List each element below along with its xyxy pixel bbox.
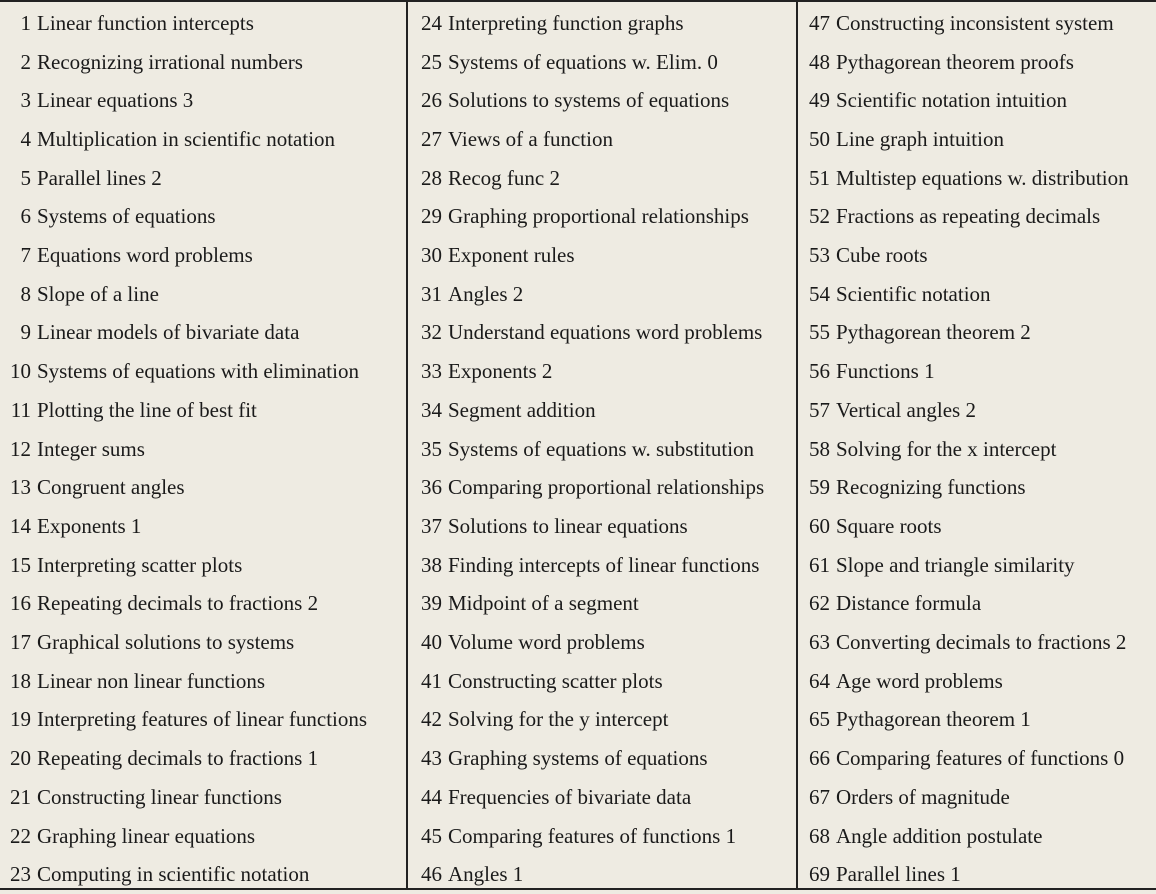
table-row xyxy=(408,81,796,120)
table-row xyxy=(798,236,1156,275)
table-row xyxy=(798,739,1156,778)
skill-name: Angles 1 xyxy=(448,862,524,887)
row-number: 22 xyxy=(10,823,31,848)
row-number: 66 xyxy=(809,746,830,771)
table-row xyxy=(798,778,1156,817)
table-row xyxy=(0,507,406,546)
row-number: 13 xyxy=(10,475,31,500)
row-number: 31 xyxy=(421,281,442,306)
row-number: 41 xyxy=(421,668,442,693)
row-number: 48 xyxy=(809,49,830,74)
table-row xyxy=(408,623,796,662)
table-row xyxy=(408,430,796,469)
skill-name: Linear equations 3 xyxy=(37,88,194,113)
row-number: 33 xyxy=(421,359,442,384)
skill-name: Integer sums xyxy=(37,436,145,461)
skill-name: Slope of a line xyxy=(37,281,159,306)
skill-name: Graphical solutions to systems xyxy=(37,630,295,655)
skill-name: Pythagorean theorem 1 xyxy=(836,707,1031,732)
table-row xyxy=(408,120,796,159)
row-number: 53 xyxy=(809,243,830,268)
skill-name: Angles 2 xyxy=(448,281,524,306)
skill-name: Graphing linear equations xyxy=(37,823,256,848)
skill-name: Comparing features of functions 0 xyxy=(836,746,1125,771)
skill-name: Graphing systems of equations xyxy=(448,746,708,771)
row-number: 15 xyxy=(10,552,31,577)
skill-name: Exponents 1 xyxy=(37,513,142,538)
skill-name: Linear non linear functions xyxy=(37,668,266,693)
row-number: 43 xyxy=(421,746,442,771)
skill-name: Plotting the line of best fit xyxy=(37,397,257,422)
row-number: 1 xyxy=(20,10,31,35)
row-number: 38 xyxy=(421,552,442,577)
skill-name: Views of a function xyxy=(448,126,613,151)
table-column-3 xyxy=(796,2,1156,888)
skill-name: Exponents 2 xyxy=(448,359,553,384)
skill-name: Interpreting scatter plots xyxy=(37,552,243,577)
skill-name: Comparing features of functions 1 xyxy=(448,823,737,848)
row-number: 65 xyxy=(809,707,830,732)
table-row xyxy=(798,314,1156,353)
row-number: 37 xyxy=(421,513,442,538)
row-number: 69 xyxy=(809,862,830,887)
table-row xyxy=(798,352,1156,391)
table-row xyxy=(798,662,1156,701)
table-row xyxy=(798,120,1156,159)
row-number: 39 xyxy=(421,591,442,616)
row-number: 44 xyxy=(421,784,442,809)
row-number: 19 xyxy=(10,707,31,732)
table-row xyxy=(408,314,796,353)
skill-name: Linear models of bivariate data xyxy=(37,320,300,345)
row-number: 8 xyxy=(20,281,31,306)
row-number: 9 xyxy=(20,320,31,345)
table-row xyxy=(0,817,406,856)
skill-name: Parallel lines 1 xyxy=(836,862,961,887)
skill-name: Repeating decimals to fractions 1 xyxy=(37,746,319,771)
skill-name: Solving for the x intercept xyxy=(836,436,1057,461)
skill-name: Pythagorean theorem proofs xyxy=(836,49,1074,74)
skill-name: Parallel lines 2 xyxy=(37,165,162,190)
table-row xyxy=(798,81,1156,120)
row-number: 18 xyxy=(10,668,31,693)
table-row xyxy=(408,198,796,237)
skill-name: Line graph intuition xyxy=(836,126,1004,151)
skill-name: Midpoint of a segment xyxy=(448,591,639,616)
table-row xyxy=(408,159,796,198)
table-row xyxy=(798,701,1156,740)
table-row xyxy=(408,739,796,778)
table-row xyxy=(408,855,796,894)
table-row xyxy=(798,468,1156,507)
table-row xyxy=(0,623,406,662)
table-row xyxy=(798,546,1156,585)
table-row xyxy=(798,507,1156,546)
row-number: 42 xyxy=(421,707,442,732)
skill-name: Recognizing functions xyxy=(836,475,1026,500)
skill-name: Congruent angles xyxy=(37,475,185,500)
skill-name: Scientific notation intuition xyxy=(836,88,1067,113)
table-row xyxy=(798,585,1156,624)
table-row xyxy=(798,855,1156,894)
table-row xyxy=(0,275,406,314)
row-number: 51 xyxy=(809,165,830,190)
skill-name: Distance formula xyxy=(836,591,982,616)
table-row xyxy=(0,159,406,198)
row-number: 6 xyxy=(20,204,31,229)
skill-name: Vertical angles 2 xyxy=(836,397,976,422)
row-number: 68 xyxy=(809,823,830,848)
table-row xyxy=(0,391,406,430)
row-number: 10 xyxy=(10,359,31,384)
skill-name: Age word problems xyxy=(836,668,1003,693)
skill-name: Finding intercepts of linear functions xyxy=(448,552,760,577)
table-row xyxy=(0,701,406,740)
table-row xyxy=(408,662,796,701)
skill-name: Slope and triangle similarity xyxy=(836,552,1075,577)
row-number: 58 xyxy=(809,436,830,461)
table-row xyxy=(0,662,406,701)
skill-name: Orders of magnitude xyxy=(836,784,1010,809)
row-number: 40 xyxy=(421,630,442,655)
row-number: 52 xyxy=(809,204,830,229)
table-row xyxy=(0,236,406,275)
skill-name: Fractions as repeating decimals xyxy=(836,204,1101,229)
table-row xyxy=(798,430,1156,469)
skill-name: Equations word problems xyxy=(37,243,253,268)
row-number: 25 xyxy=(421,49,442,74)
row-number: 28 xyxy=(421,165,442,190)
skill-name: Constructing inconsistent system xyxy=(836,10,1114,35)
row-number: 47 xyxy=(809,10,830,35)
table-row xyxy=(408,817,796,856)
row-number: 67 xyxy=(809,784,830,809)
row-number: 32 xyxy=(421,320,442,345)
skill-name: Converting decimals to fractions 2 xyxy=(836,630,1127,655)
skill-name: Linear function intercepts xyxy=(37,10,254,35)
skill-name: Understand equations word problems xyxy=(448,320,763,345)
row-number: 49 xyxy=(809,88,830,113)
row-number: 36 xyxy=(421,475,442,500)
skill-name: Solutions to linear equations xyxy=(448,513,688,538)
row-number: 45 xyxy=(421,823,442,848)
table-row xyxy=(798,4,1156,43)
table-row xyxy=(408,778,796,817)
skill-name: Constructing linear functions xyxy=(37,784,282,809)
table-row xyxy=(0,468,406,507)
table-row xyxy=(798,623,1156,662)
skill-name: Volume word problems xyxy=(448,630,645,655)
row-number: 34 xyxy=(421,397,442,422)
row-number: 17 xyxy=(10,630,31,655)
row-number: 64 xyxy=(809,668,830,693)
skill-name: Scientific notation xyxy=(836,281,991,306)
table-row xyxy=(798,391,1156,430)
table-row xyxy=(0,4,406,43)
row-number: 61 xyxy=(809,552,830,577)
skill-name: Square roots xyxy=(836,513,942,538)
skill-name: Frequencies of bivariate data xyxy=(448,784,692,809)
skill-name: Interpreting function graphs xyxy=(448,10,684,35)
skill-name: Pythagorean theorem 2 xyxy=(836,320,1031,345)
table-row xyxy=(0,120,406,159)
skill-name: Multistep equations w. distribution xyxy=(836,165,1129,190)
skill-name: Systems of equations xyxy=(37,204,216,229)
row-number: 26 xyxy=(421,88,442,113)
table-row xyxy=(798,43,1156,82)
skill-name: Solutions to systems of equations xyxy=(448,88,730,113)
row-number: 2 xyxy=(20,49,31,74)
table-row xyxy=(0,352,406,391)
row-number: 55 xyxy=(809,320,830,345)
row-number: 63 xyxy=(809,630,830,655)
skill-name: Segment addition xyxy=(448,397,596,422)
row-number: 4 xyxy=(20,126,31,151)
table-row xyxy=(0,314,406,353)
skill-name: Solving for the y intercept xyxy=(448,707,669,732)
table-row xyxy=(0,43,406,82)
skill-name: Repeating decimals to fractions 2 xyxy=(37,591,319,616)
row-number: 24 xyxy=(421,10,442,35)
table-row xyxy=(408,507,796,546)
row-number: 23 xyxy=(10,862,31,887)
skill-name: Recognizing irrational numbers xyxy=(37,49,303,74)
row-number: 59 xyxy=(809,475,830,500)
table-row xyxy=(798,275,1156,314)
skill-name: Comparing proportional relationships xyxy=(448,475,765,500)
table-row xyxy=(408,391,796,430)
table-row xyxy=(408,585,796,624)
row-number: 7 xyxy=(20,243,31,268)
skill-name: Angle addition postulate xyxy=(836,823,1043,848)
skill-name: Cube roots xyxy=(836,243,928,268)
row-number: 30 xyxy=(421,243,442,268)
skill-name: Systems of equations w. substitution xyxy=(448,436,755,461)
row-number: 20 xyxy=(10,746,31,771)
skill-name: Functions 1 xyxy=(836,359,935,384)
table-column-2 xyxy=(406,2,796,888)
skill-name: Computing in scientific notation xyxy=(37,862,310,887)
row-number: 54 xyxy=(809,281,830,306)
row-number: 5 xyxy=(20,165,31,190)
skill-name: Interpreting features of linear functions xyxy=(37,707,368,732)
row-number: 27 xyxy=(421,126,442,151)
table-row xyxy=(408,546,796,585)
skill-name: Multiplication in scientific notation xyxy=(37,126,336,151)
row-number: 46 xyxy=(421,862,442,887)
row-number: 11 xyxy=(10,397,31,422)
row-number: 60 xyxy=(809,513,830,538)
table-row xyxy=(0,855,406,894)
table-row xyxy=(408,43,796,82)
skill-name: Constructing scatter plots xyxy=(448,668,663,693)
table-row xyxy=(0,430,406,469)
row-number: 35 xyxy=(421,436,442,461)
table-row xyxy=(798,198,1156,237)
table-row xyxy=(408,4,796,43)
table-row xyxy=(0,739,406,778)
table-row xyxy=(408,468,796,507)
table-row xyxy=(408,701,796,740)
row-number: 57 xyxy=(809,397,830,422)
table-row xyxy=(0,585,406,624)
row-number: 12 xyxy=(10,436,31,461)
row-number: 3 xyxy=(20,88,31,113)
table-row xyxy=(408,352,796,391)
table-column-1 xyxy=(0,2,406,888)
skill-name: Exponent rules xyxy=(448,243,575,268)
table-row xyxy=(798,817,1156,856)
row-number: 62 xyxy=(809,591,830,616)
row-number: 29 xyxy=(421,204,442,229)
row-number: 14 xyxy=(10,513,31,538)
table-row xyxy=(408,236,796,275)
skill-name: Recog func 2 xyxy=(448,165,560,190)
table-row xyxy=(0,546,406,585)
row-number: 50 xyxy=(809,126,830,151)
table-row xyxy=(408,275,796,314)
skill-name: Graphing proportional relationships xyxy=(448,204,749,229)
row-number: 21 xyxy=(10,784,31,809)
row-number: 56 xyxy=(809,359,830,384)
skill-name: Systems of equations with elimination xyxy=(37,359,359,384)
table-row xyxy=(798,159,1156,198)
table-row xyxy=(0,81,406,120)
row-number: 16 xyxy=(10,591,31,616)
skill-name: Systems of equations w. Elim. 0 xyxy=(448,49,718,74)
table-row xyxy=(0,778,406,817)
table-row xyxy=(0,198,406,237)
